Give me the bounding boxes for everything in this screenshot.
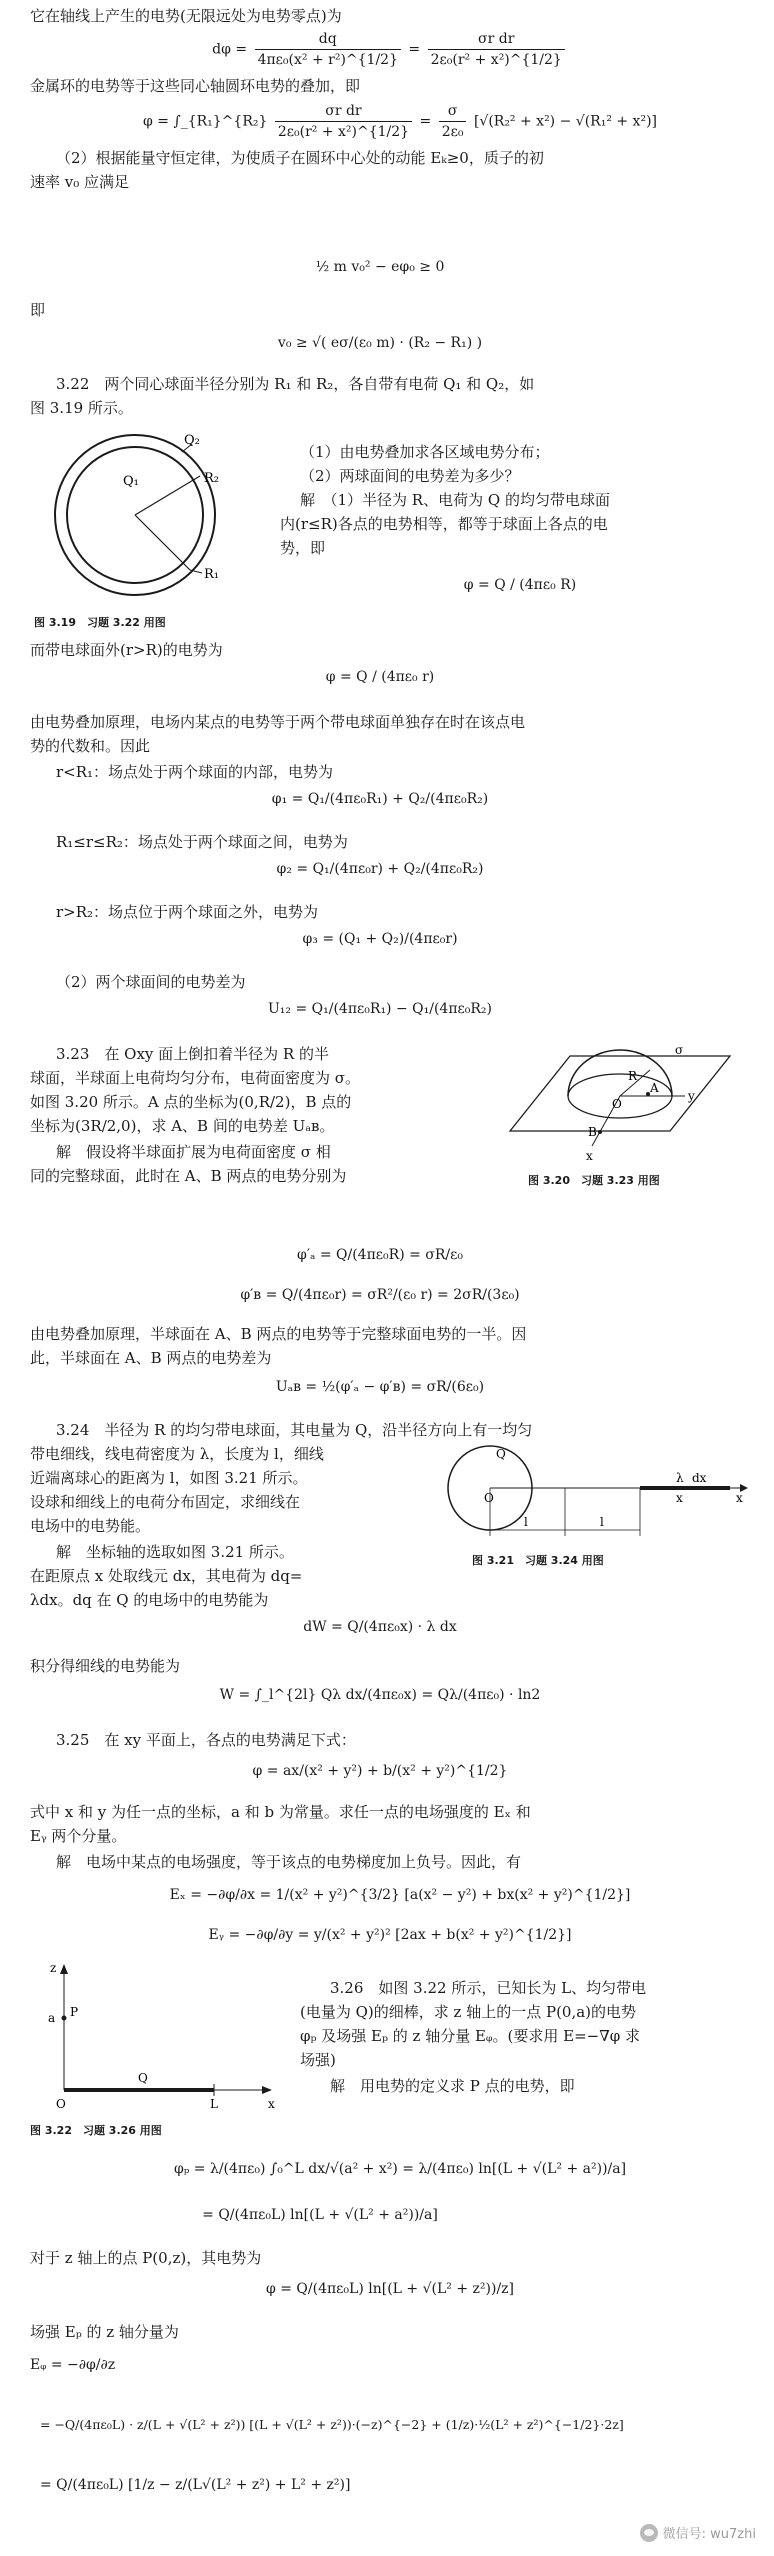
equation-ez-1: Eᵩ = −∂φ/∂z [30,2357,116,2373]
svg-text:σ: σ [675,1043,684,1057]
equation-ez-3: = Q/(4πε₀L) [1/z − z/(L√(L² + z²) + L² + z²)] [40,2477,351,2493]
text-line: 它在轴线上产生的电势(无限远处为电势零点)为 [30,7,342,25]
text-line: 解 假设将半球面扩展为电荷面密度 σ 相 [56,1143,331,1161]
wechat-icon [640,2524,658,2542]
text-line: 在距原点 x 处取线元 dx，其电荷为 dq= [30,1567,303,1585]
svg-text:O: O [612,1097,622,1111]
equation-outside: φ = Q / (4πε₀ r) [325,669,435,685]
text-line: 坐标为(3R/2,0)，求 A、B 间的电势差 Uₐʙ。 [30,1117,335,1135]
text-line: 此，半球面在 A、B 两点的电势差为 [30,1349,272,1367]
text-line: 即 [30,301,46,319]
equation-phi-b: φ′ʙ = Q/(4πε₀r) = σR²/(ε₀ r) = 2σR/(3ε₀) [240,1287,520,1303]
text-line: Eᵧ 两个分量。 [30,1827,127,1845]
text-line: φₚ 及场强 Eₚ 的 z 轴分量 Eᵩ。(要求用 E=−∇φ 求 [300,2027,640,2045]
figure-3-22 [24,1960,284,2120]
text-line: （2）根据能量守恒定律，为使质子在圆环中心处的动能 Eₖ≥0，质子的初 [56,149,544,167]
text-line: 而带电球面外(r>R)的电势为 [30,641,223,659]
text-line: 由电势叠加原理，半球面在 A、B 两点的电势等于完整球面电势的一半。因 [30,1325,527,1343]
svg-text:z: z [50,1961,57,1975]
text-line: 带电细线，线电荷密度为 λ，长度为 l，细线 [30,1445,324,1463]
svg-text:y: y [688,1089,695,1103]
equation-ey: Eᵧ = −∂φ/∂y = y/(x² + y²)² [2ax + b(x² + y²)^{1/2}] [208,1927,572,1943]
watermark [640,2523,756,2542]
equation-dw: dW = Q/(4πε₀x) · λ dx [303,1619,457,1635]
svg-text:O: O [484,1491,494,1505]
svg-text:Q: Q [496,1447,506,1461]
text-line: r<R₁：场点处于两个球面的内部，电势为 [56,763,334,781]
text-line: 球面，半球面上电荷均匀分布，电荷面密度为 σ。 [30,1069,361,1087]
svg-text:A: A [650,1081,659,1095]
svg-text:O: O [56,2097,66,2111]
figure-3-21 [440,1436,750,1546]
text-line: 解 （1）半径为 R、电荷为 Q 的均匀带电球面 [300,491,610,509]
equation-phi-a: φ′ₐ = Q/(4πε₀R) = σR/ε₀ [297,1247,463,1263]
text-line: （1）由电势叠加求各区域电势分布； [300,443,550,461]
text-line: 近端离球心的距离为 l，如图 3.21 所示。 [30,1469,308,1487]
equation-dphi: dφ = $\frac{dq}{\text{4πε₀(x² + r²)\textasciicircum{}\{1/2\}}}$ = $\frac{\text{σr dr}}{\text{2ε₀(r² + x²)\textasciicircum{}\{1/2\}}}$ [180,30,600,69]
text-line: 如图 3.20 所示。A 点的坐标为(0,R/2)，B 点的 [30,1093,352,1111]
figure-3-19 [30,430,270,610]
figure-caption: 图 3.21 习题 3.24 用图 [472,1554,604,1567]
text-line: 解 用电势的定义求 P 点的电势，即 [330,2077,575,2095]
problem-3-25: 3.25 在 xy 平面上，各点的电势满足下式： [56,1731,356,1749]
text-line: (电量为 Q)的细棒，求 z 轴上的一点 P(0,a)的电势 [300,2003,637,2021]
text-line: 解 电场中某点的电场强度，等于该点的电势梯度加上负号。因此，有 [56,1853,522,1871]
figure-3-20 [500,1036,740,1171]
svg-text:L: L [210,2097,218,2111]
problem-3-22: 3.22 两个同心球面半径分别为 R₁ 和 R₂，各自带有电荷 Q₁ 和 Q₂，如 [56,375,535,393]
text-line: 设球和细线上的电荷分布固定，求细线在 [30,1493,301,1511]
equation-v0: v₀ ≥ √( eσ/(ε₀ m) · (R₂ − R₁) ) [277,335,483,351]
svg-text:dx: dx [692,1471,707,1485]
equation-u12: U₁₂ = Q₁/(4πε₀R₁) − Q₁/(4πε₀R₂) [268,1001,492,1017]
equation-phi-p-2: = Q/(4πε₀L) ln[(L + √(L² + a²))/a] [202,2207,438,2223]
text-line: λdx。dq 在 Q 的电场中的电势能为 [30,1591,269,1609]
equation-ex: Eₓ = −∂φ/∂x = 1/(x² + y²)^{3/2} [a(x² − y²) + bx(x² + y²)^{1/2}] [169,1887,631,1903]
figure-caption: 图 3.19 习题 3.22 用图 [34,616,166,629]
svg-text:x: x [676,1491,683,1505]
svg-text:x: x [586,1149,593,1163]
text-line: R₁≤r≤R₂：场点处于两个球面之间，电势为 [56,833,348,851]
text-line: 对于 z 轴上的点 P(0,z)，其电势为 [30,2249,262,2267]
watermark-text: 微信号: wu7zhi [662,2527,756,2542]
svg-text:Q: Q [138,2071,148,2085]
svg-text:l: l [600,1515,604,1529]
svg-text:P: P [70,2005,79,2019]
text-line: r>R₂：场点位于两个球面之外，电势为 [56,903,319,921]
text-line: 场强 Eₚ 的 z 轴分量为 [30,2323,179,2341]
problem-3-26: 3.26 如图 3.22 所示，已知长为 L、均匀带电 [330,1979,647,1997]
equation-phi-z: φ = Q/(4πε₀L) ln[(L + √(L² + z²))/z] [265,2281,514,2297]
text-line: 金属环的电势等于这些同心轴圆环电势的叠加，即 [30,77,361,95]
equation-phi2: φ₂ = Q₁/(4πε₀r) + Q₂/(4πε₀R₂) [276,861,484,877]
label-r1: R₁ [204,567,219,582]
svg-text:x: x [736,1491,743,1505]
equation-phi-integral: φ = ∫_{R₁}^{R₂} $\frac{\text{σr dr}}{\text{2ε₀(r² + x²)\textasciicircum{}\{1/2\}}}$ = $\frac{\sigma}{\text{2ε₀}}$ [√(R₂² + x²) − √(R₁² + x²)] [142,103,657,140]
text-line: 解 坐标轴的选取如图 3.21 所示。 [56,1543,294,1561]
equation-ez-2: = −Q/(4πε₀L) · z/(L + √(L² + z²)) [(L + √(L² + z²))·(−z)^{−2} + (1/z)·½(L² + z²)^{−1/2}·2z] [40,2417,624,2432]
equation-w: W = ∫_l^{2l} Qλ dx/(4πε₀x) = Qλ/(4πε₀) · ln2 [219,1687,541,1703]
equation-inside: φ = Q / (4πε₀ R) [463,577,577,593]
problem-3-23: 3.23 在 Oxy 面上倒扣着半径为 R 的半 [56,1045,329,1063]
equation-phi-3-25: φ = ax/(x² + y²) + b/(x² + y²)^{1/2} [252,1763,508,1779]
label-q1: Q₁ [123,474,139,489]
label-q2: Q₂ [184,433,200,448]
text-line: 积分得细线的电势能为 [30,1657,181,1675]
text-line: 电场中的电势能。 [30,1517,151,1535]
label-r2: R₂ [204,471,219,486]
svg-text:B: B [588,1125,597,1139]
text-line: 势，即 [280,539,326,557]
text-line: 速率 v₀ 应满足 [30,173,130,191]
text-line: 图 3.19 所示。 [30,399,133,417]
figure-caption: 图 3.20 习题 3.23 用图 [528,1174,660,1187]
text-line: 同的完整球面，此时在 A、B 两点的电势分别为 [30,1167,347,1185]
svg-text:R: R [628,1069,638,1083]
text-line: 场强) [300,2051,336,2069]
text-line: 由电势叠加原理，电场内某点的电势等于两个带电球面单独存在时在该点电 [30,713,526,731]
text-line: （2）两个球面间的电势差为 [56,973,246,991]
text-line: 内(r≤R)各点的电势相等，都等于球面上各点的电 [280,515,608,533]
equation-phi-p: φₚ = λ/(4πε₀) ∫₀^L dx/√(a² + x²) = λ/(4πε₀) ln[(L + √(L² + a²))/a] [173,2161,627,2177]
svg-text:λ: λ [676,1471,684,1485]
equation-phi1: φ₁ = Q₁/(4πε₀R₁) + Q₂/(4πε₀R₂) [271,791,489,807]
text-line: 式中 x 和 y 为任一点的坐标，a 和 b 为常量。求任一点的电场强度的 Eₓ 和 [30,1803,531,1821]
equation-uab: Uₐʙ = ½(φ′ₐ − φ′ʙ) = σR/(6ε₀) [275,1379,485,1395]
equation-energy: ½ m v₀² − eφ₀ ≥ 0 [315,259,445,275]
figure-caption: 图 3.22 习题 3.26 用图 [30,2124,162,2137]
text-line: 势的代数和。因此 [30,737,151,755]
problem-3-24: 3.24 半径为 R 的均匀带电球面，其电量为 Q，沿半径方向上有一均匀 [56,1421,533,1439]
svg-text:l: l [524,1515,528,1529]
svg-text:x: x [268,2097,275,2111]
svg-text:a: a [48,2011,56,2025]
equation-phi3: φ₃ = (Q₁ + Q₂)/(4πε₀r) [302,931,458,947]
text-line: （2）两球面间的电势差为多少？ [300,467,520,485]
